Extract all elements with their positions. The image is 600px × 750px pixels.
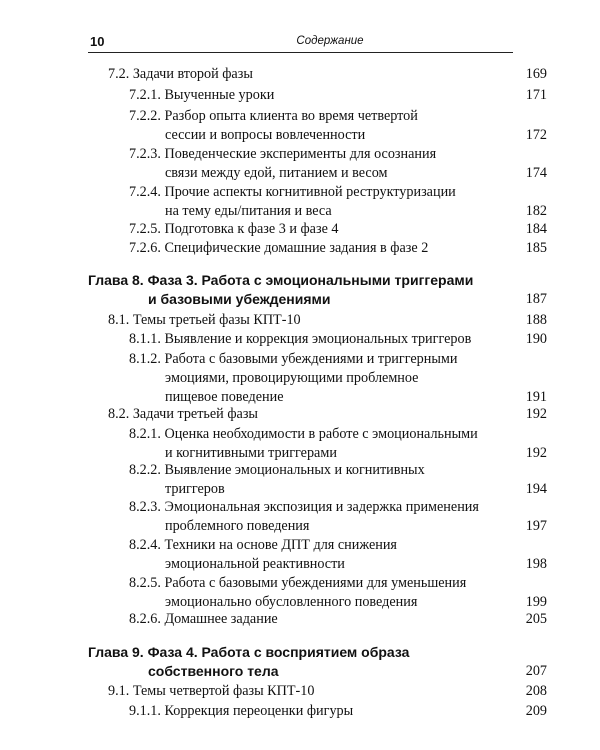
toc-entry-number: 7.2.1.	[129, 87, 161, 103]
toc-entry-title: Работа с базовыми убеждениями и триггерными	[164, 351, 458, 367]
toc-entry-page: 184	[525, 221, 547, 237]
toc-entry-page: 182	[525, 203, 547, 219]
toc-chapter-title: Фаза 4. Работа с восприятием образа	[147, 644, 410, 660]
toc-entry-page: 174	[525, 165, 547, 181]
toc-entry-page: 169	[525, 66, 547, 82]
toc-entry-7-2-3[interactable]	[129, 145, 600, 183]
toc-entry-title: Специфические домашние задания в фазе 2	[164, 240, 429, 256]
toc-entry-8-1[interactable]	[108, 311, 600, 330]
toc-entry-8-2[interactable]	[108, 405, 600, 424]
toc-entry-number: 9.1.	[108, 683, 130, 699]
header-rule	[88, 52, 513, 53]
toc-entry-page: 194	[525, 481, 547, 497]
toc-chapter-title: Фаза 3. Работа с эмоциональными триггерами	[147, 272, 474, 288]
toc-entry-number: 8.2.	[108, 406, 130, 422]
toc-entry-page: 192	[525, 445, 547, 461]
toc-entry-line	[88, 271, 600, 290]
toc-entry-title: Задачи третьей фазы	[132, 406, 258, 422]
toc-entry-number: 7.2.2.	[129, 108, 161, 124]
toc-entry-number: 8.2.4.	[129, 537, 161, 553]
toc-entry-page: 185	[525, 240, 547, 256]
toc-chapter-title-cont: собственного тела	[148, 663, 279, 679]
toc-entry-page: 192	[525, 406, 547, 422]
page-number: 10	[90, 34, 105, 49]
toc-entry-number: 8.1.1.	[129, 331, 161, 347]
toc-entry-page: 197	[525, 518, 547, 534]
toc-entry-page: 199	[525, 594, 547, 610]
toc-entry-line	[129, 498, 600, 517]
toc-entry-line	[129, 145, 600, 164]
toc-entry-number: 9.1.1.	[129, 703, 161, 719]
toc-entry-title: Работа с базовыми убеждениями для уменьшения	[164, 575, 467, 591]
toc-entry-8-2-5[interactable]	[129, 574, 600, 612]
toc-entry-7-2-6[interactable]	[129, 239, 600, 258]
toc-entry-title-cont: проблемного поведения	[165, 518, 310, 534]
toc-entry-8-2-1[interactable]	[129, 425, 600, 463]
toc-entry-number: 7.2.5.	[129, 221, 161, 237]
toc-chapter-8[interactable]	[88, 271, 600, 309]
toc-entry-title-cont: эмоциональной реактивности	[165, 556, 345, 572]
toc-entry-title-cont: триггеров	[165, 481, 225, 497]
toc-entry-title: Домашнее задание	[164, 611, 278, 627]
toc-entry-7-2-1[interactable]	[129, 86, 600, 105]
toc-entry-title: Выявление и коррекция эмоциональных триггеров	[164, 331, 472, 347]
toc-entry-title-cont: сессии и вопросы вовлеченности	[165, 127, 366, 143]
toc-entry-title-cont: эмоциями, провоцирующими проблемное	[165, 370, 419, 386]
toc-entry-line	[129, 350, 600, 369]
toc-entry-8-1-2[interactable]	[129, 350, 600, 407]
toc-entry-line	[129, 536, 600, 555]
toc-entry-title: Темы третьей фазы КПТ-10	[132, 312, 301, 328]
toc-entry-number: 8.1.2.	[129, 351, 161, 367]
toc-entry-number: 8.2.5.	[129, 575, 161, 591]
toc-entry-number: 8.2.1.	[129, 426, 161, 442]
toc-entry-number: 8.2.6.	[129, 611, 161, 627]
toc-entry-7-2-2[interactable]	[129, 107, 600, 145]
toc-entry-8-2-3[interactable]	[129, 498, 600, 536]
toc-entry-line	[129, 183, 600, 202]
toc-entry-title: Разбор опыта клиента во время четвертой	[164, 108, 418, 124]
toc-entry-line	[129, 461, 600, 480]
toc-entry-line	[129, 425, 600, 444]
toc-entry-title-cont: и когнитивными триггерами	[165, 445, 337, 461]
toc-chapter-title-cont: и базовыми убеждениями	[148, 291, 331, 307]
toc-entry-number: 7.2.	[108, 66, 130, 82]
toc-entry-7-2[interactable]	[108, 65, 600, 84]
toc-entry-page: 208	[525, 683, 547, 699]
toc-entry-title: Задачи второй фазы	[132, 66, 253, 82]
toc-entry-7-2-4[interactable]	[129, 183, 600, 221]
toc-entry-8-2-4[interactable]	[129, 536, 600, 574]
toc-entry-number: 7.2.4.	[129, 184, 161, 200]
toc-entry-8-2-2[interactable]	[129, 461, 600, 499]
toc-entry-page: 190	[525, 331, 547, 347]
toc-entry-title: Оценка необходимости в работе с эмоциональными	[164, 426, 478, 442]
toc-entry-page: 188	[525, 312, 547, 328]
toc-entry-page: 207	[525, 663, 547, 679]
toc-entry-page: 187	[525, 291, 547, 307]
toc-entry-number: 8.2.2.	[129, 462, 161, 478]
toc-entry-title: Темы четвертой фазы КПТ-10	[132, 683, 315, 699]
toc-entry-title: Техники на основе ДПТ для снижения	[164, 537, 397, 553]
toc-entry-title-cont: на тему еды/питания и веса	[165, 203, 332, 219]
toc-entry-title: Прочие аспекты когнитивной реструктуризации	[164, 184, 456, 200]
toc-entry-page: 198	[525, 556, 547, 572]
toc-entry-number: 7.2.3.	[129, 146, 161, 162]
toc-entry-8-1-1[interactable]	[129, 330, 600, 349]
toc-entry-line	[88, 643, 600, 662]
toc-entry-title: Поведенческие эксперименты для осознания	[164, 146, 437, 162]
toc-entry-number: 8.2.3.	[129, 499, 161, 515]
toc-entry-page: 172	[525, 127, 547, 143]
toc-entry-title: Выявление эмоциональных и когнитивных	[164, 462, 425, 478]
toc-entry-title: Эмоциональная экспозиция и задержка применения	[164, 499, 479, 515]
toc-entry-page: 205	[525, 611, 547, 627]
toc-entry-8-2-6[interactable]	[129, 610, 600, 629]
toc-entry-number: 8.1.	[108, 312, 130, 328]
toc-entry-title-cont: связи между едой, питанием и весом	[165, 165, 388, 181]
toc-chapter-number: Глава 8.	[88, 272, 144, 288]
toc-entry-9-1[interactable]	[108, 682, 600, 701]
page-header	[0, 34, 600, 50]
toc-entry-page: 191	[525, 389, 547, 405]
toc-entry-number: 7.2.6.	[129, 240, 161, 256]
toc-entry-title-cont: пищевое поведение	[165, 389, 284, 405]
toc-entry-title: Выученные уроки	[164, 87, 275, 103]
toc-entry-title: Подготовка к фазе 3 и фазе 4	[164, 221, 339, 237]
toc-entry-7-2-5[interactable]	[129, 220, 600, 239]
toc-entry-9-1-1[interactable]	[129, 702, 600, 721]
toc-chapter-9[interactable]	[88, 643, 600, 681]
toc-entry-line	[129, 107, 600, 126]
running-title: Содержание	[296, 35, 364, 47]
toc-entry-line	[129, 574, 600, 593]
toc-entry-title-cont: эмоционально обусловленного поведения	[165, 594, 418, 610]
toc-entry-page: 209	[525, 703, 547, 719]
toc-entry-page: 171	[525, 87, 547, 103]
toc-entry-title: Коррекция переоценки фигуры	[164, 703, 354, 719]
toc-chapter-number: Глава 9.	[88, 644, 144, 660]
